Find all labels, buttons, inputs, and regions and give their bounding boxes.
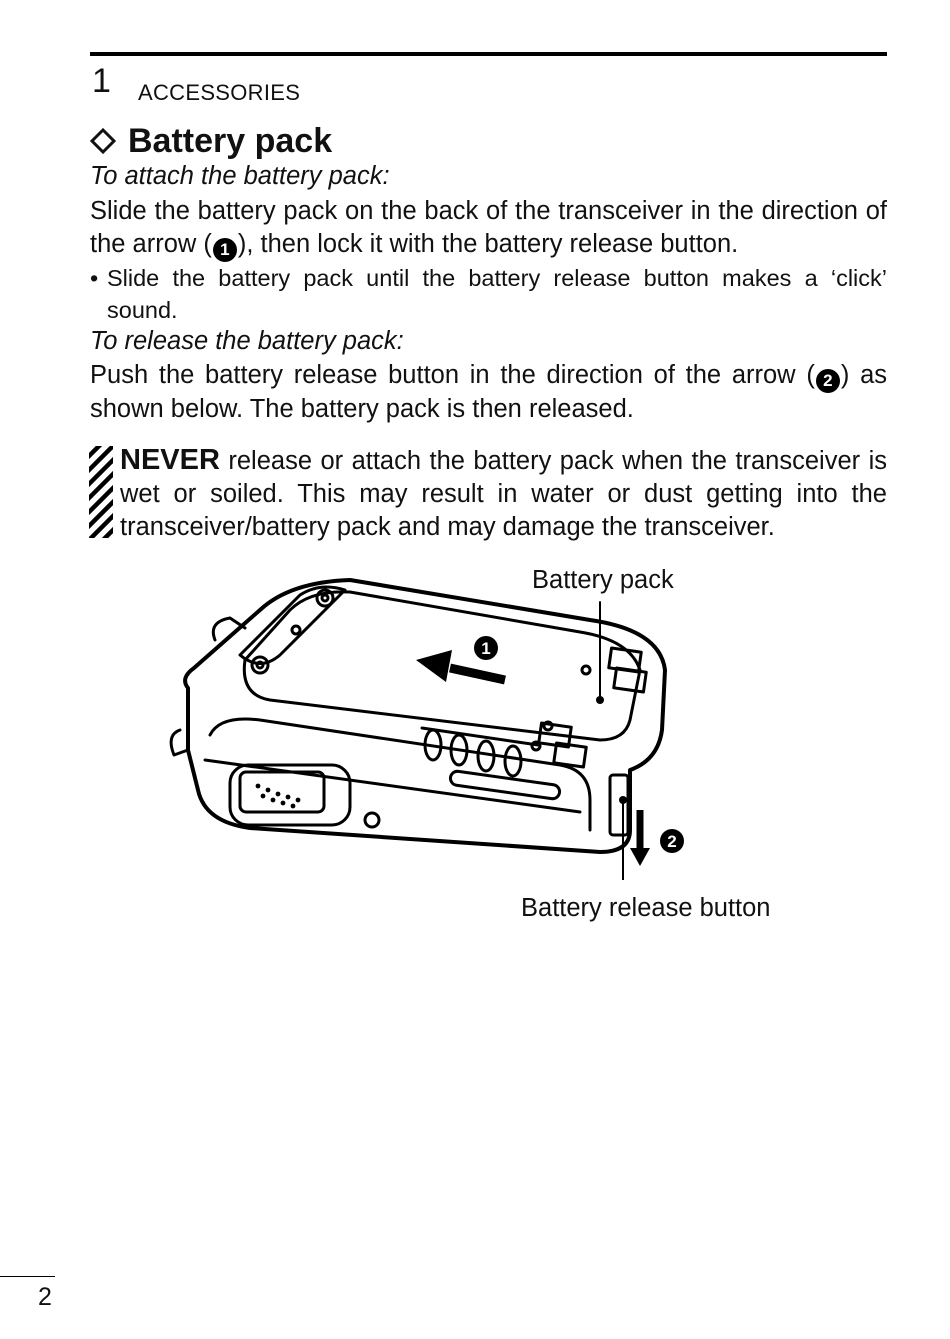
attach-text-1: Slide the battery pack on the back of the transceiver in the direction of the arrow (	[90, 197, 887, 258]
release-text-1: Push the battery release button in the direction of the arrow (	[90, 361, 815, 389]
release-heading: To release the battery pack:	[90, 327, 404, 355]
page-number: 2	[38, 1283, 52, 1311]
chapter-title: ACCESSORIES	[138, 80, 301, 105]
release-text-2: ) as shown below. The battery pack is then released.	[90, 361, 888, 423]
bullet-dot-icon: •	[90, 265, 99, 291]
top-rule	[90, 52, 887, 56]
transceiver-illustration	[160, 560, 720, 880]
diamond-icon	[90, 128, 116, 154]
arrow-2-marker: 2	[816, 369, 840, 393]
attach-text-2: ), then lock it with the battery release button.	[237, 230, 739, 258]
arrow-1-marker: 1	[213, 238, 237, 262]
figure-marker-1: 1	[481, 639, 491, 658]
chapter-number: 1	[92, 62, 111, 100]
attach-bullet	[90, 262, 887, 326]
figure-marker-2: 2	[667, 832, 677, 851]
warning-emphasis: NEVER	[120, 444, 220, 476]
section-title: Battery pack	[128, 122, 333, 160]
attach-bullet-text: Slide the battery pack until the battery release button makes a ‘click’ sound.	[107, 265, 887, 323]
release-button-label: Battery release button	[521, 894, 771, 922]
caution-stripe-icon	[89, 446, 113, 538]
footer-rule	[0, 1276, 55, 1277]
attach-paragraph	[90, 195, 887, 262]
warning-body: release or attach the battery pack when the transceiver is wet or soiled. This may result in water or dust getting into the transceiver/battery pack and may damage the transceiver.	[120, 447, 887, 541]
battery-pack-label: Battery pack	[532, 566, 674, 594]
attach-heading: To attach the battery pack:	[90, 162, 390, 190]
release-paragraph	[90, 359, 887, 426]
section-heading	[90, 120, 332, 162]
warning-text	[120, 444, 887, 544]
